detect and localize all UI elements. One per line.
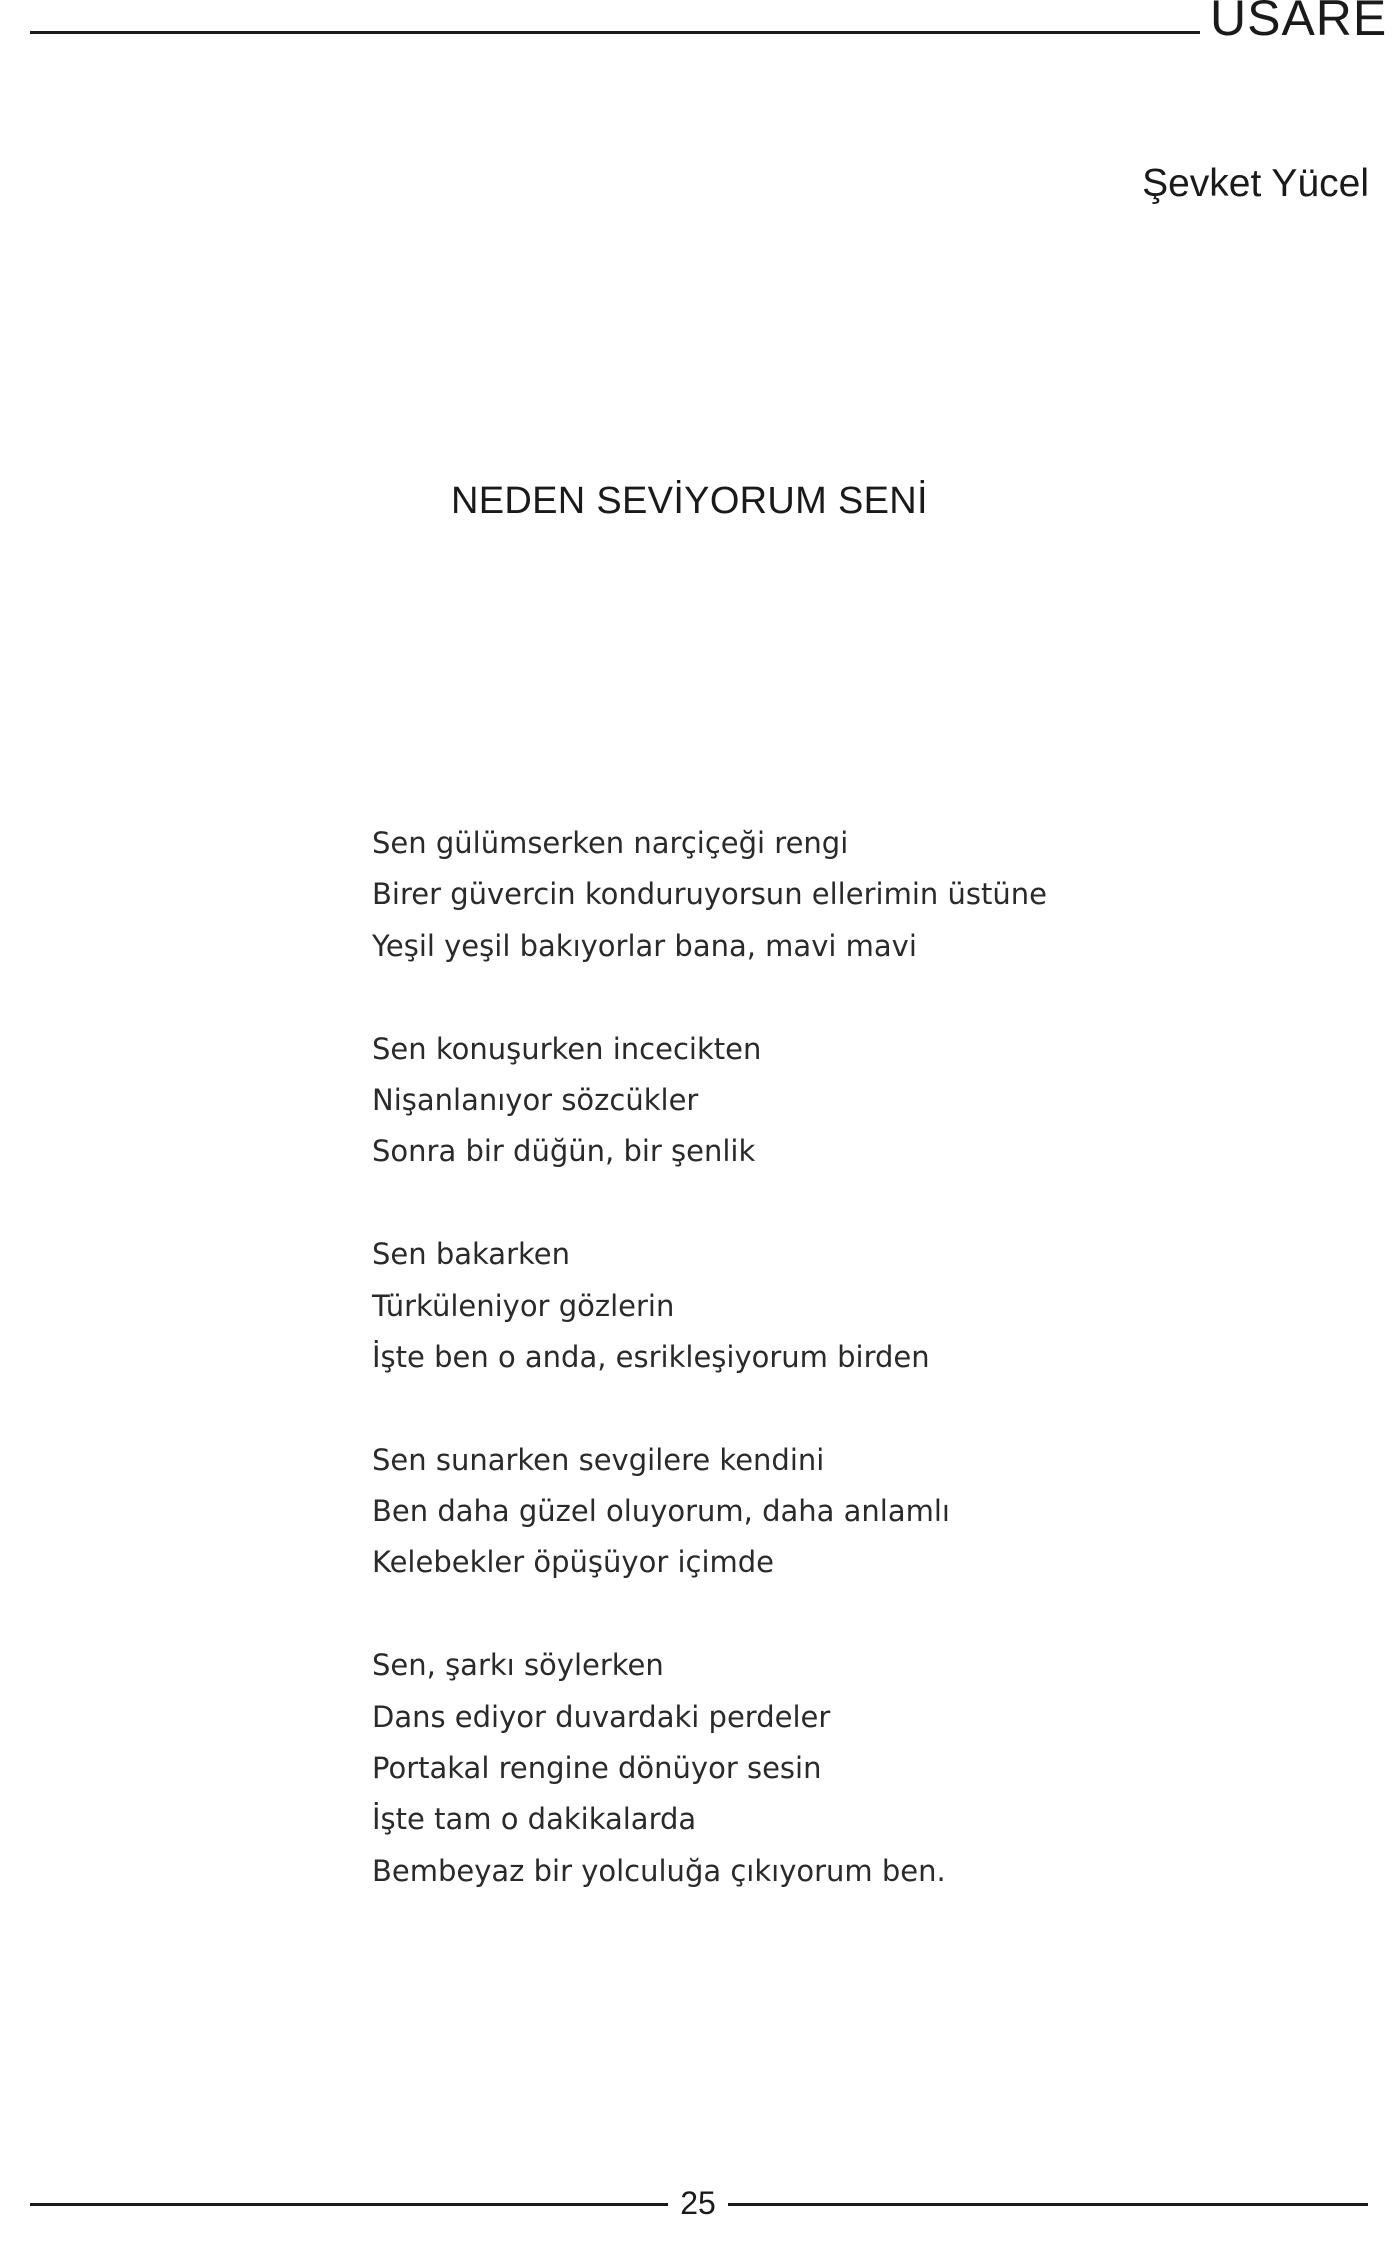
poem-body: [372, 818, 1047, 1949]
author-name: Şevket Yücel: [1142, 162, 1369, 205]
stanza: [372, 1435, 1047, 1589]
stanza: [372, 1640, 1047, 1897]
verse-line: Birer güvercin konduruyorsun ellerimin üstüne: [372, 877, 1047, 912]
footer-rule-left: [30, 2203, 668, 2206]
verse-line: Türküleniyor gözlerin: [372, 1288, 675, 1323]
header-rule: [30, 31, 1200, 34]
verse-line: Sonra bir düğün, bir şenlik: [372, 1134, 756, 1169]
stanza: [372, 1024, 1047, 1178]
poem-title: NEDEN SEVİYORUM SENİ: [451, 480, 928, 522]
verse-line: Sen, şarkı söylerken: [372, 1648, 664, 1683]
verse-line: Ben daha güzel oluyorum, daha anlamlı: [372, 1494, 950, 1529]
verse-line: Dans ediyor duvardaki perdeler: [372, 1699, 831, 1734]
footer-rule-right: [728, 2203, 1368, 2206]
verse-line: İşte ben o anda, esrikleşiyorum birden: [372, 1339, 930, 1374]
stanza: [372, 1229, 1047, 1383]
verse-line: Sen gülümserken narçiçeği rengi: [372, 826, 849, 860]
verse-line: Nişanlanıyor sözcükler: [372, 1082, 699, 1117]
verse-line: Yeşil yeşil bakıyorlar bana, mavi mavi: [372, 928, 917, 963]
verse-line: Bembeyaz bir yolculuğa çıkıyorum ben.: [372, 1853, 946, 1888]
journal-name: USARE: [1210, 0, 1388, 46]
page-number: 25: [680, 2185, 716, 2221]
verse-line: Sen bakarken: [372, 1237, 570, 1272]
verse-line: Portakal rengine dönüyor sesin: [372, 1751, 822, 1786]
verse-line: İşte tam o dakikalarda: [372, 1802, 697, 1837]
verse-line: Kelebekler öpüşüyor içimde: [372, 1545, 775, 1580]
verse-line: Sen sunarken sevgilere kendini: [372, 1442, 825, 1477]
verse-line: Sen konuşurken incecikten: [372, 1031, 762, 1066]
stanza: [372, 818, 1047, 972]
